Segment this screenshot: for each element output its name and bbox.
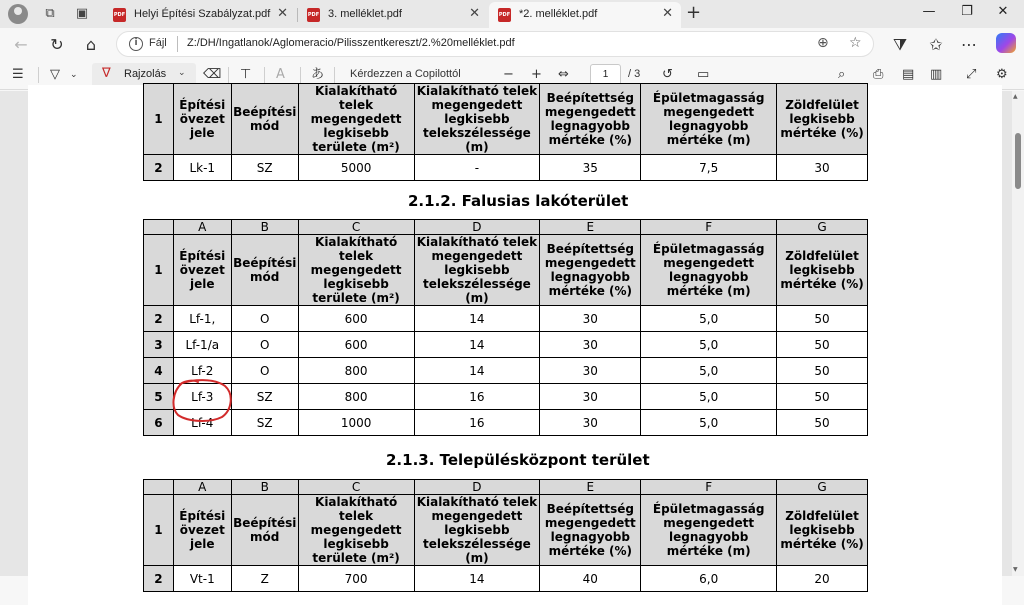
table-cell: 35: [540, 155, 641, 181]
table-cell: Vt-1: [173, 566, 231, 592]
restore-icon[interactable]: ❐: [961, 4, 973, 19]
header-row: [144, 84, 868, 155]
column-header: Kialakítható telek megengedett legkisebb telekszélessége (m): [414, 84, 540, 155]
row-number: 2: [144, 306, 174, 332]
table-cell: 16: [414, 410, 540, 436]
row-number: 1: [144, 235, 174, 306]
tab-strip: [0, 0, 1024, 28]
table-row: [144, 332, 868, 358]
column-header: Kialakítható telek megengedett legkisebb telekszélessége (m): [414, 495, 540, 566]
scrollbar-thumb[interactable]: [1015, 133, 1021, 189]
table-cell: 1000: [298, 410, 414, 436]
table-cell: Z: [231, 566, 298, 592]
column-letter: B: [231, 480, 298, 495]
table-cell: 50: [777, 306, 868, 332]
table-cell: SZ: [231, 155, 298, 181]
table-row: [144, 155, 868, 181]
column-header: Kialakítható telek megengedett legkisebb területe (m²): [298, 495, 414, 566]
table-cell: 50: [777, 332, 868, 358]
column-header: Beépítési mód: [231, 84, 298, 155]
tab-2-melleklet[interactable]: [489, 2, 681, 28]
address-divider: [177, 36, 178, 52]
tab-3-melleklet[interactable]: [298, 2, 488, 28]
table-cell: 50: [777, 410, 868, 436]
table-cell: 30: [540, 332, 641, 358]
fullscreen-icon[interactable]: ⤢: [966, 67, 977, 82]
table-cell: Lk-1: [173, 155, 231, 181]
column-letter: G: [777, 220, 868, 235]
url-path[interactable]: Z:/DH/Ingatlanok/Aglomeracio/Pilisszentkereszt/2.%20melléklet.pdf: [187, 37, 515, 49]
column-letter: C: [298, 480, 414, 495]
minimize-icon[interactable]: —: [922, 4, 936, 19]
contents-icon[interactable]: ☰: [12, 67, 24, 82]
column-letter: D: [414, 220, 540, 235]
column-letter: F: [641, 220, 777, 235]
table-cell: Lf-3: [173, 384, 231, 410]
eraser-icon[interactable]: ⌫: [203, 67, 222, 82]
column-letter: C: [298, 220, 414, 235]
favorites-icon[interactable]: ✩: [929, 35, 943, 54]
column-letter: D: [414, 480, 540, 495]
zoom-in-icon[interactable]: +: [531, 67, 542, 82]
header-row: [144, 235, 868, 306]
search-icon[interactable]: ⌕: [838, 67, 846, 82]
table-row: [144, 358, 868, 384]
toolbar-divider: [38, 67, 39, 83]
table-cell: 6,0: [641, 566, 777, 592]
zoom-icon[interactable]: ⊕: [817, 35, 829, 51]
column-letter: G: [777, 480, 868, 495]
print-icon[interactable]: ⎙: [873, 67, 884, 82]
column-header: Épületmagasság megengedett legnagyobb mértéke (m): [641, 84, 777, 155]
workspaces-icon[interactable]: ⧉: [45, 6, 55, 21]
table-cell: 5,0: [641, 332, 777, 358]
column-letter: A: [173, 220, 231, 235]
fit-page-icon[interactable]: ⇔: [558, 67, 569, 82]
row-number: 2: [144, 155, 174, 181]
page-view-icon[interactable]: ▭: [697, 67, 710, 82]
column-header: Beépítettség megengedett legnagyobb mértéke (%): [540, 495, 641, 566]
table-cell: O: [231, 306, 298, 332]
table-cell: 14: [414, 566, 540, 592]
refresh-icon[interactable]: ↻: [50, 35, 64, 54]
column-header: Beépítési mód: [231, 495, 298, 566]
info-icon[interactable]: i: [129, 37, 143, 51]
new-tab-icon[interactable]: +: [686, 2, 702, 23]
column-header: Beépítettség megengedett legnagyobb mértéke (%): [540, 84, 641, 155]
toolbar-divider: [264, 67, 265, 83]
row-number: 3: [144, 332, 174, 358]
table-cell: 600: [298, 332, 414, 358]
home-icon[interactable]: ⌂: [85, 35, 97, 54]
copilot-icon[interactable]: [996, 33, 1016, 53]
translate-icon[interactable]: あ: [311, 67, 325, 82]
table-cell: 5,0: [641, 384, 777, 410]
column-letter: E: [540, 480, 641, 495]
table-row: [144, 384, 868, 410]
column-header: Beépítési mód: [231, 235, 298, 306]
table-cell: 50: [777, 358, 868, 384]
tab-title: Helyi Építési Szabályzat.pdf: [134, 8, 271, 20]
vertical-tabs-icon[interactable]: ▣: [75, 6, 89, 21]
tab-title: *2. melléklet.pdf: [519, 8, 598, 20]
read-aloud-icon[interactable]: A: [276, 67, 285, 82]
table-lakoterulet-kisvarosias: [143, 83, 868, 181]
save-icon[interactable]: ▤: [902, 67, 915, 82]
table-row: [144, 306, 868, 332]
address-field[interactable]: [116, 31, 874, 57]
row-number: 5: [144, 384, 174, 410]
pdf-viewer[interactable]: [0, 84, 1024, 586]
section-title-telepuleskozpont: 2.1.3. Településközpont terület: [386, 451, 650, 469]
table-cell: 30: [777, 155, 868, 181]
table-cell: O: [231, 332, 298, 358]
table-cell: 800: [298, 358, 414, 384]
scroll-up-arrow-icon[interactable]: ▲: [1013, 93, 1018, 100]
favorite-star-icon[interactable]: ☆: [849, 35, 862, 51]
table-cell: Lf-1,: [173, 306, 231, 332]
table-cell: 16: [414, 384, 540, 410]
close-tab-icon[interactable]: ✕: [662, 6, 673, 21]
corner-cell: [144, 220, 174, 235]
draw-label: Rajzolás: [124, 68, 167, 80]
row-number: 1: [144, 84, 174, 155]
rotate-icon[interactable]: ↺: [662, 67, 673, 82]
column-header: Építési övezet jele: [173, 495, 231, 566]
table-cell: Lf-4: [173, 410, 231, 436]
page-number-input[interactable]: 1: [590, 64, 621, 86]
column-header: Építési övezet jele: [173, 84, 231, 155]
table-falusias-lakoterulet: [143, 219, 868, 436]
table-cell: 30: [540, 306, 641, 332]
table-cell: 5,0: [641, 306, 777, 332]
scheme-label: Fájl: [149, 37, 167, 49]
table-cell: SZ: [231, 384, 298, 410]
column-header: Kialakítható telek megengedett legkisebb telekszélessége (m): [414, 235, 540, 306]
address-bar-row: [0, 28, 1024, 60]
table-row: [144, 410, 868, 436]
section-title-falusias: 2.1.2. Falusias lakóterület: [408, 192, 629, 210]
pen-icon: ∇: [102, 66, 111, 81]
table-cell: 30: [540, 384, 641, 410]
toolbar-divider: [228, 67, 229, 83]
row-number: 1: [144, 495, 174, 566]
table-cell: -: [414, 155, 540, 181]
close-tab-icon[interactable]: ✕: [469, 6, 480, 21]
table-cell: 30: [540, 358, 641, 384]
row-number: 4: [144, 358, 174, 384]
pdf-file-icon: PDF: [113, 8, 126, 22]
column-letter: E: [540, 220, 641, 235]
table-row: [144, 566, 868, 592]
table-cell: 50: [777, 384, 868, 410]
zoom-out-icon[interactable]: −: [503, 67, 514, 82]
column-header: Kialakítható telek megengedett legkisebb területe (m²): [298, 84, 414, 155]
row-number: 6: [144, 410, 174, 436]
toolbar-divider: [334, 67, 335, 83]
table-cell: 40: [540, 566, 641, 592]
table-cell: 30: [540, 410, 641, 436]
column-header: Építési övezet jele: [173, 235, 231, 306]
table-cell: 5,0: [641, 410, 777, 436]
chevron-down-icon[interactable]: ⌄: [178, 68, 186, 78]
column-letter: A: [173, 480, 231, 495]
save-as-icon[interactable]: ▥: [930, 67, 943, 82]
table-cell: 5000: [298, 155, 414, 181]
table-telepuleskozpont: [143, 479, 868, 592]
table-cell: SZ: [231, 410, 298, 436]
table-cell: 5,0: [641, 358, 777, 384]
highlight-icon[interactable]: ▽: [50, 67, 60, 82]
toolbar-divider: [300, 67, 301, 83]
more-menu-icon[interactable]: ⋯: [961, 35, 977, 54]
scroll-down-arrow-icon[interactable]: ▼: [1013, 566, 1018, 573]
tab-helyi-epitesi[interactable]: [104, 2, 296, 28]
table-cell: 7,5: [641, 155, 777, 181]
column-header: Épületmagasság megengedett legnagyobb mértéke (m): [641, 235, 777, 306]
column-letter: F: [641, 480, 777, 495]
text-box-icon[interactable]: ⊤: [240, 67, 252, 82]
column-header: Kialakítható telek megengedett legkisebb területe (m²): [298, 235, 414, 306]
table-cell: 14: [414, 306, 540, 332]
column-letter-row: [144, 480, 868, 495]
table-cell: 800: [298, 384, 414, 410]
table-cell: 700: [298, 566, 414, 592]
settings-gear-icon[interactable]: ⚙: [996, 67, 1008, 82]
row-number: 2: [144, 566, 174, 592]
table-cell: 600: [298, 306, 414, 332]
close-tab-icon[interactable]: ✕: [277, 6, 288, 21]
table-cell: 14: [414, 332, 540, 358]
table-cell: Lf-1/a: [173, 332, 231, 358]
column-header: Épületmagasság megengedett legnagyobb mértéke (m): [641, 495, 777, 566]
extensions-icon[interactable]: ⧩: [892, 35, 908, 54]
chevron-down-icon[interactable]: ⌄: [70, 70, 78, 80]
column-letter: B: [231, 220, 298, 235]
tab-title: 3. melléklet.pdf: [328, 8, 402, 20]
table-cell: O: [231, 358, 298, 384]
pdf-file-icon: PDF: [307, 8, 320, 22]
back-arrow-icon[interactable]: ←: [14, 35, 28, 54]
column-header: Zöldfelület legkisebb mértéke (%): [777, 495, 868, 566]
ask-copilot-button[interactable]: Kérdezzen a Copilottól: [350, 68, 461, 80]
corner-cell: [144, 480, 174, 495]
header-row: [144, 495, 868, 566]
table-cell: 20: [777, 566, 868, 592]
column-header: Zöldfelület legkisebb mértéke (%): [777, 84, 868, 155]
close-window-icon[interactable]: ✕: [997, 4, 1009, 19]
table-cell: Lf-2: [173, 358, 231, 384]
column-header: Zöldfelület legkisebb mértéke (%): [777, 235, 868, 306]
profile-avatar[interactable]: [8, 4, 28, 24]
page-total: / 3: [628, 68, 641, 80]
column-letter-row: [144, 220, 868, 235]
vertical-scrollbar[interactable]: [1012, 91, 1024, 576]
column-header: Beépítettség megengedett legnagyobb mértéke (%): [540, 235, 641, 306]
table-cell: 14: [414, 358, 540, 384]
pdf-file-icon: PDF: [498, 8, 511, 22]
